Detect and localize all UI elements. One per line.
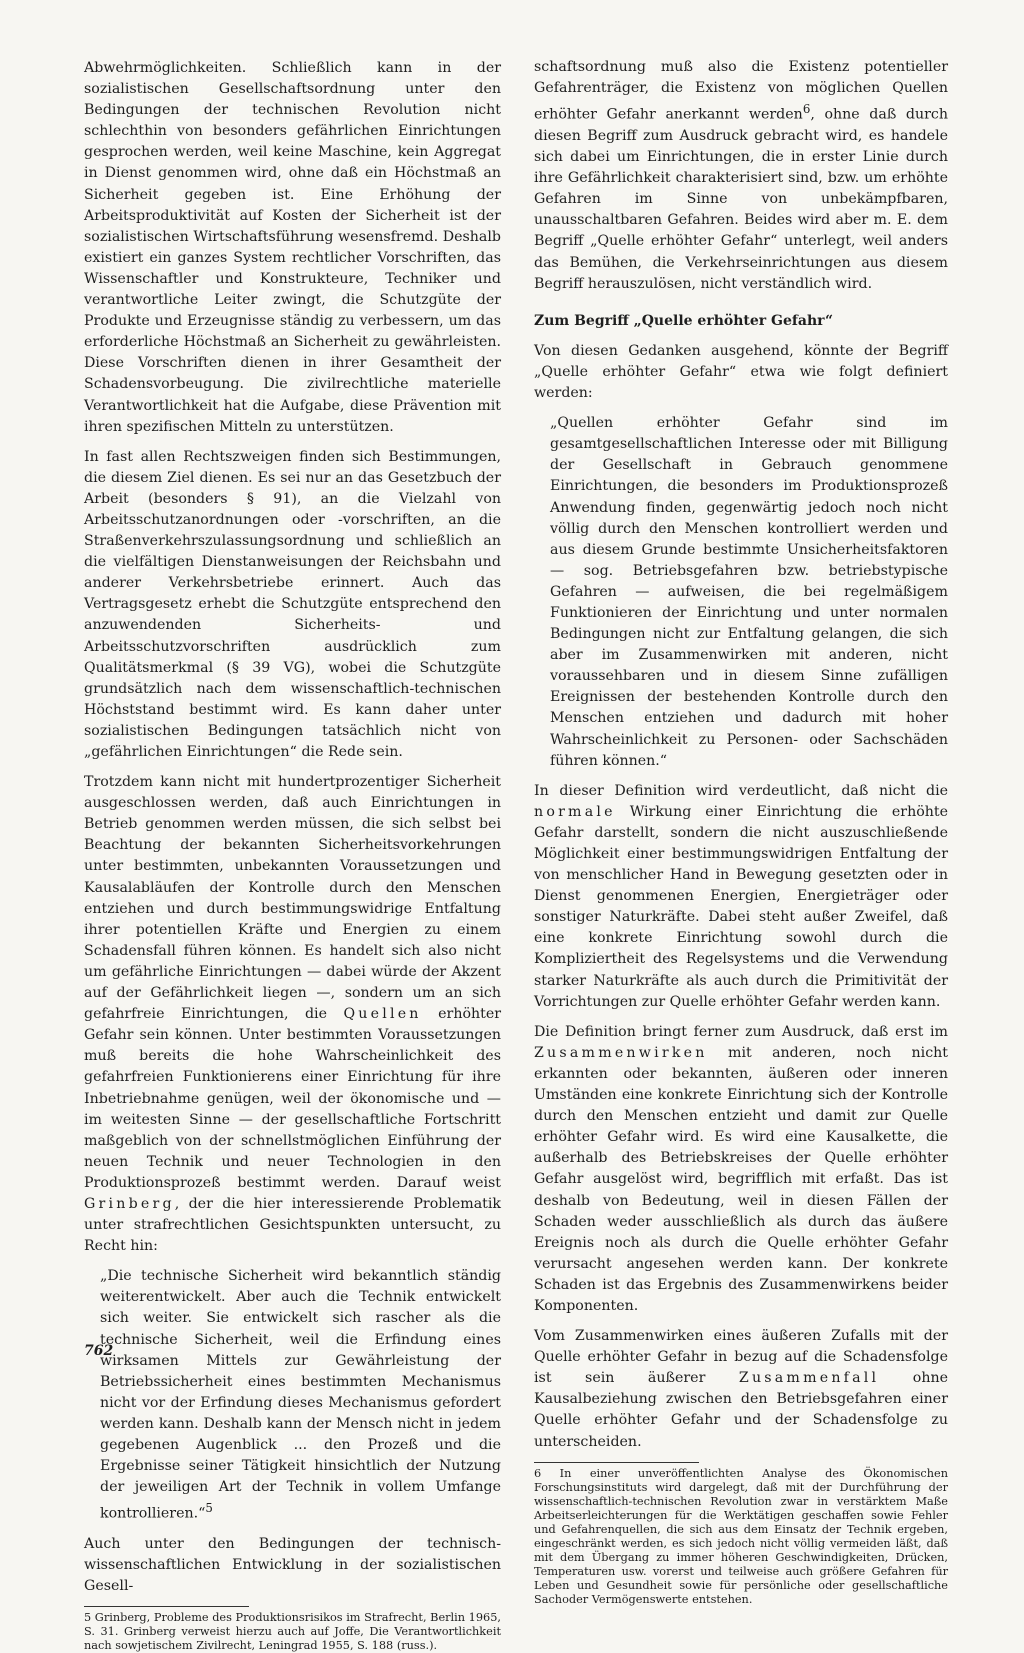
- paragraph: Trotzdem kann nicht mit hundertprozentiger Sicherheit ausgeschlossen werden, daß auch Einrichtungen in Betrieb genommen werden müssen, die sich selbst bei Beachtung der bekannten Sicherheitsvorkehrungen unter bestimmten, unbekannten Voraussetzungen und Kausalabläufen der Kontrolle durch den Menschen entziehen und durch bestimmungswidrige Entfaltung ihrer potentiellen Kräfte und Energien zu einem Schadensfall führen können. Es handelt sich also nicht um gefährliche Einrichtungen — dabei würde der Akzent auf der Gefährlichkeit liegen —, sondern um an sich gefahrfreie Einrichtungen, die Quellen erhöhter Gefahr sein können. Unter bestimmten Voraussetzungen muß bereits die hohe Wahrscheinlichkeit des gefahrfreien Funktionierens einer Einrichtung für ihre Inbetriebnahme genügen, weil der ökonomische und — im weitesten Sinne — der gesellschaftliche Fortschritt maßgeblich von der schnellstmöglichen Einführung der neuen Technik und neuer Technologien in den Produktionsprozeß bestimmt werden. Darauf weist Grinberg, der die hier interessierende Problematik unter strafrechtlichen Gesichtspunkten untersucht, zu Recht hin:: [84, 774, 502, 1255]
- footnote-ref: 5: [205, 1501, 213, 1516]
- spaced-emphasis: Zusammenfall: [738, 1370, 880, 1387]
- footnotes: [84, 1611, 501, 1653]
- section-heading: Zum Begriff „Quelle erhöhter Gefahr“: [534, 312, 834, 329]
- spaced-emphasis: Zusammenwirken: [534, 1044, 708, 1061]
- paragraph: Abwehrmöglichkeiten. Schließlich kann in der sozialistischen Gesellschaftsordnung unter den Bedingungen der technischen Revolution nicht schlechthin von besonders gefährlichen Einrichtungen gesprochen werden, weil keine Maschine, kein Aggregat in Dienst genommen wird, ohne daß ein Höchstmaß an Sicherheit gegeben ist. Eine Erhöhung der Arbeitsproduktivität auf Kosten der Sicherheit ist der sozialistischen Wirtschaftsführung wesensfremd. Deshalb existiert ein ganzes System rechtlicher Vorschriften, das Wissenschaftler und Konstrukteure, Techniker und verantwortliche Leiter zwingt, die Schutzgüte der Produkte und Erzeugnisse ständig zu verbessern, um das erforderliche Höchstmaß an Sicherheit zu gewährleisten. Diese Vorschriften dienen in ihrer Gesamtheit der Schadensvorbeugung. Die zivilrechtliche materielle Verantwortlichkeit hat die Aufgabe, diese Prävention mit ihren spezifischen Mitteln zu unterstützen.: [84, 60, 501, 435]
- paragraph: In fast allen Rechtszweigen finden sich Bestimmungen, die diesem Ziel dienen. Es sei nur an das Gesetzbuch der Arbeit (besonders § 91), an die Vielzahl von Arbeitsschutzanordnungen oder -vorschriften, an die Straßenverkehrszulassungsordnung und schließlich an die vielfältigen Dienstanweisungen der Reichsbahn und anderer Verkehrsbetriebe erinnert. Auch das Vertragsgesetz erhebt die Schutzgüte entsprechend den anzuwendenden Sicherheits- und Arbeitsschutzvorschriften ausdrücklich zum Qualitätsmerkmal (§ 39 VG), wobei die Schutzgüte grundsätzlich nach dem wissenschaftlich-technischen Höchststand bestimmt wird. Es kann daher unter sozialistischen Bedingungen tatsächlich nicht von „gefährlichen Einrichtungen“ die Rede sein.: [84, 448, 501, 760]
- right-column: [534, 57, 948, 1607]
- paragraph: Auch unter den Bedingungen der technisch-wissenschaftlichen Entwicklung in der sozialistischen Gesell-: [84, 1536, 501, 1595]
- footnote: 6 In einer unveröffentlichten Analyse des Ökonomischen Forschungsinstituts wird dargelegt, daß mit der Durchführung der wissenschaftlich-technischen Revolution zwar in verstärktem Maße Arbeitserleichterungen für die Werktätigen geschaffen sowie Fehler und Gefahrenquellen, die sich aus dem Einsatz der Technik ergeben, eingeschränkt werden, es sich jedoch nicht völlig vermeiden läßt, daß mit dem Übergang zu immer höheren Geschwindigkeiten, Drücken, Temperaturen usw. vorerst und teilweise auch größere Gefahren für Leben und Gesundheit sowie für persönliche oder gesellschaftliche Sachoder Vermögenswerte entstehen.: [534, 1466, 948, 1606]
- author-name: Grinberg: [84, 1195, 175, 1212]
- paragraph: Vom Zusammenwirken eines äußeren Zufalls mit der Quelle erhöhter Gefahr in bezug auf die Schadensfolge ist sein äußerer Zusammenfall ohne Kausalbeziehung zwischen den Betriebsgefahren einer Quelle erhöhter Gefahr und der Schadensfolge zu unterscheiden.: [534, 1328, 948, 1450]
- paragraph: Die Definition bringt ferner zum Ausdruck, daß erst im Zusammenwirken mit anderen, noch nicht erkannten oder bekannten, äußeren oder inneren Umständen eine konkrete Einrichtung sich der Kontrolle durch den Menschen entzieht und damit zur Quelle erhöhter Gefahr wird. Es wird eine Kausalkette, die außerhalb des Betriebskreises der Quelle erhöhter Gefahr ausgelöst wird, begrifflich mit erfaßt. Das ist deshalb von Bedeutung, weil in diesen Fällen der Schaden weder ausschließlich als durch das äußere Ereignis noch als durch die Quelle erhöhter Gefahr verursacht angesehen werden kann. Der konkrete Schaden ist das Ergebnis des Zusammenwirkens beider Komponenten.: [534, 1023, 948, 1314]
- block-quote: „Die technische Sicherheit wird bekanntlich ständig weiterentwickelt. Aber auch die Technik entwickelt sich weiter. Sie entwickelt sich rascher als die technische Sicherheit, weil die Erfindung eines wirksamen Mittels zur Gewährleistung der Betriebssicherheit eines bestimmten Mechanismus nicht vor der Erfindung dieses Mechanismus gefordert werden kann. Deshalb kann der Mensch nicht in jedem gegebenen Augenblick ... den Prozeß und die Ergebnisse seiner Tätigkeit hinsichtlich der Nutzung der jeweiligen Art der Technik in vollem Umfange kontrollieren.“$^5$: [100, 1268, 501, 1523]
- paragraph: Von diesen Gedanken ausgehend, könnte der Begriff „Quelle erhöhter Gefahr“ etwa wie folgt definiert werden:: [534, 342, 948, 402]
- footnote: 5 Grinberg, Probleme des Produktionsrisikos im Strafrecht, Berlin 1965, S. 31. Grinberg verweist hierzu auch auf Joffe, Die Verantwortlichkeit nach sowjetischem Zivilrecht, Leningrad 1955, S. 188 (russ.).: [84, 1611, 501, 1653]
- footnote-divider: [534, 1462, 699, 1463]
- footnotes: [534, 1467, 948, 1607]
- spaced-emphasis: normale: [534, 803, 616, 820]
- page-number: 762: [84, 1343, 114, 1359]
- footnote-ref: 6: [802, 102, 811, 117]
- paragraph: schaftsordnung muß also die Existenz potentieller Gefahrenträger, die Existenz von möglichen Quellen erhöhter Gefahr anerkannt werden$^6$, ohne daß durch diesen Begriff zum Ausdruck gebracht wird, es handele sich dabei um Einrichtungen, die in erster Linie durch ihre Gefährlichkeit charakterisiert sind, bzw. um erhöhte Gefahren im Sinne von unbekämpfbaren, unausschaltbaren Gefahren. Beides wird aber m. E. dem Begriff „Quelle erhöhter Gefahr“ unterlegt, weil anders das Bemühen, die Verkehrseinrichtungen aus diesem Begriff herauszulösen, nicht verständlich wird.: [534, 59, 948, 292]
- block-quote: „Quellen erhöhter Gefahr sind im gesamtgesellschaftlichen Interesse oder mit Billigung der Gesellschaft in Gebrauch genommene Einrichtungen, die besonders im Produktionsprozeß Anwendung finden, gegenwärtig jedoch noch nicht völlig durch den Menschen kontrolliert werden und aus diesem Grunde bestimmte Unsicherheitsfaktoren — sog. Betriebsgefahren bzw. betriebstypische Gefahren — aufweisen, die bei regelmäßigem Funktionieren der Einrichtung und unter normalen Bedingungen nicht zur Entfaltung gelangen, die sich aber im Zusammenwirken mit anderen, nicht voraussehbaren und in diesem Sinne zufälligen Ereignissen der bestehenden Kontrolle durch den Menschen entziehen und dadurch mit hoher Wahrscheinlichkeit zu Personen- oder Sachschäden führen können.“: [550, 415, 948, 769]
- footnote-divider: [84, 1606, 249, 1607]
- spaced-emphasis: Quellen: [343, 1006, 422, 1023]
- paragraph: In dieser Definition wird verdeutlicht, daß nicht die normale Wirkung einer Einrichtung die erhöhte Gefahr darstellt, sondern die nicht auszuschließende Möglichkeit einer bestimmungswidrigen Entfaltung der von menschlicher Hand in Bewegung gesetzten oder in Dienst genommenen Energien, Energieträger oder sonstiger Naturkräfte. Dabei steht außer Zweifel, daß eine konkrete Einrichtung sowohl durch die Kompliziertheit des Regelsystems und die Verwendung starker Naturkräfte als auch durch die Primitivität der Vorrichtungen zur Quelle erhöhter Gefahr werden kann.: [534, 782, 948, 1010]
- left-column: [84, 58, 501, 1653]
